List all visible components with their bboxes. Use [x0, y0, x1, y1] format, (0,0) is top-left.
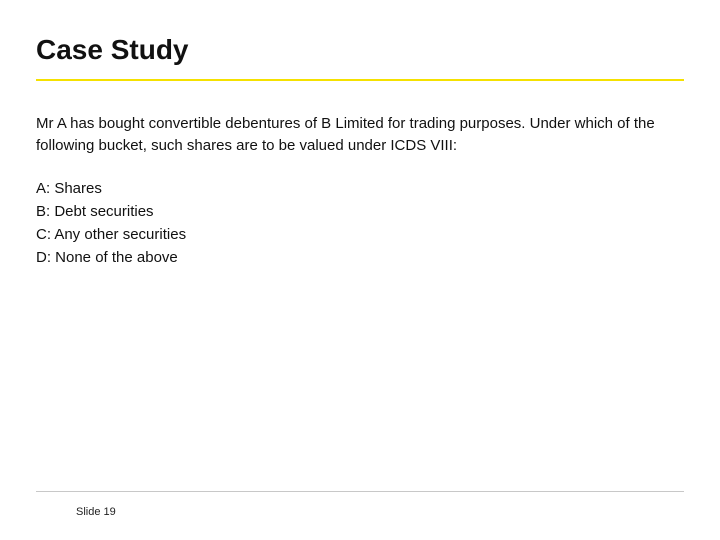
option-d: D: None of the above — [36, 249, 178, 266]
answer-options — [36, 177, 186, 269]
option-b: B: Debt securities — [36, 203, 154, 220]
option-a: A: Shares — [36, 180, 102, 197]
slide-number: Slide 19 — [76, 506, 116, 518]
option-c: C: Any other securities — [36, 226, 187, 243]
footer-divider — [36, 491, 684, 492]
slide-title: Case Study — [36, 34, 189, 65]
question-text: Mr A has bought convertible debentures of B Limited for trading purposes. Under which of the following bucket, such shares are to be valued under ICDS VIII: — [36, 115, 655, 154]
title-divider — [36, 79, 684, 81]
